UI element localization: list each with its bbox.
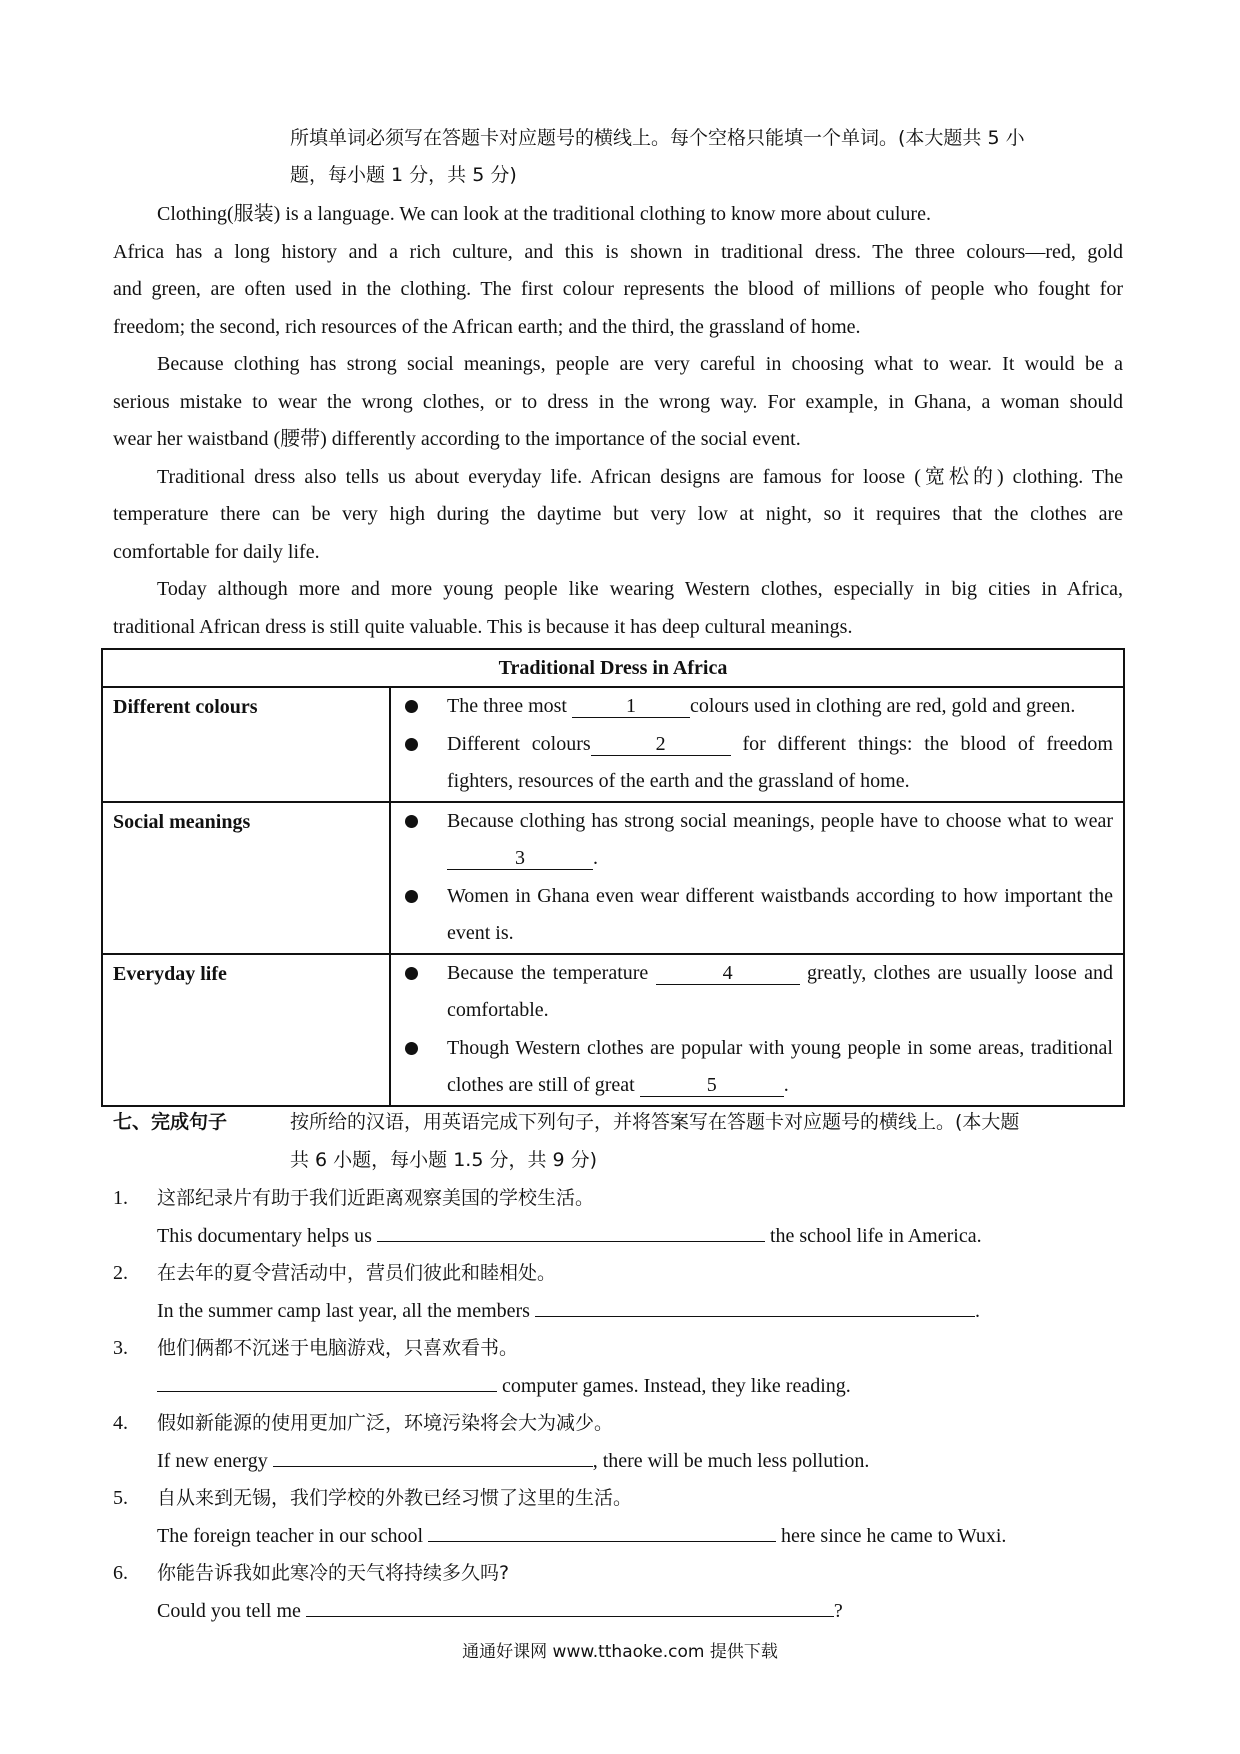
bullet-item <box>391 955 1123 1030</box>
bullet-text: Though Western clothes are popular with young people in some areas, traditional clothes are still of great <box>447 1036 1113 1096</box>
question-text: ? <box>833 1600 843 1622</box>
passage-line: and green, are often used in the clothing. The first colour represents the blood of millions of people who fought for <box>113 278 1123 300</box>
answer-line[interactable] <box>157 1371 497 1392</box>
row-category: Everyday life <box>102 954 390 1106</box>
question-chinese: 在去年的夏令营活动中，营员们彼此和睦相处。 <box>157 1262 557 1284</box>
bullet-text: The three most <box>447 695 572 717</box>
question-chinese: 假如新能源的使用更加广泛，环境污染将会大为减少。 <box>157 1412 614 1434</box>
question-text: Could you tell me <box>157 1600 306 1622</box>
bullet-text: . <box>593 847 598 869</box>
question-english <box>157 1221 982 1250</box>
passage-line: traditional African dress is still quite valuable. This is because it has deep cultural meanings. <box>113 616 853 638</box>
answer-blank-5: 5 <box>640 1074 784 1097</box>
question-text: This documentary helps us <box>157 1225 377 1247</box>
answer-line[interactable] <box>377 1221 765 1242</box>
answer-line[interactable] <box>428 1521 776 1542</box>
question-english <box>157 1446 869 1475</box>
bullet-item: Women in Ghana even wear different waistbands according to how important the event is. <box>391 878 1123 953</box>
bullet-item <box>391 803 1123 878</box>
bullet-text: Because the temperature <box>447 961 656 984</box>
question-number: 4. <box>113 1412 128 1434</box>
passage-line: serious mistake to wear the wrong clothes, or to dress in the wrong way. For example, in Ghana, a woman should <box>113 391 1123 413</box>
instruction-line: 题，每小题 1 分，共 5 分) <box>290 164 517 186</box>
question-text: computer games. Instead, they like reading. <box>497 1375 851 1397</box>
question-number: 6. <box>113 1562 128 1584</box>
question-number: 1. <box>113 1187 128 1209</box>
passage-line: freedom; the second, rich resources of the African earth; and the third, the grassland of home. <box>113 316 861 338</box>
question-chinese: 你能告诉我如此寒冷的天气将持续多久吗? <box>157 1562 510 1584</box>
passage-line: comfortable for daily life. <box>113 541 320 563</box>
answer-blank-1: 1 <box>572 695 690 718</box>
section-heading: 七、完成句子 <box>113 1111 228 1133</box>
question-chinese: 这部纪录片有助于我们近距离观察美国的学校生活。 <box>157 1187 595 1209</box>
page-footer: 通通好课网 www.tthaoke.com 提供下载 <box>462 1642 778 1662</box>
question-text: In the summer camp last year, all the members <box>157 1300 535 1322</box>
bullet-text: greatly, clothes are usually loose and comfortable. <box>447 961 1113 1021</box>
bullet-text: . <box>783 1074 789 1096</box>
question-english <box>157 1296 980 1325</box>
question-text: the school life in America. <box>764 1225 982 1247</box>
passage-line: Traditional dress also tells us about everyday life. African designs are famous for loose (宽松的) clothing. The <box>157 466 1123 488</box>
question-chinese: 他们俩都不沉迷于电脑游戏，只喜欢看书。 <box>157 1337 519 1359</box>
section-instruction: 按所给的汉语，用英语完成下列句子，并将答案写在答题卡对应题号的横线上。(本大题 <box>290 1111 1020 1133</box>
table-row <box>102 954 1124 1106</box>
question-number: 5. <box>113 1487 128 1509</box>
question-english <box>157 1596 843 1625</box>
passage-line: Today although more and more young people like wearing Western clothes, especially in big cities in Africa, <box>157 578 1123 600</box>
question-number: 3. <box>113 1337 128 1359</box>
passage-line: wear her waistband (腰带) differently according to the importance of the social event. <box>113 428 801 450</box>
passage-line: Because clothing has strong social meanings, people are very careful in choosing what to wear. It would be a <box>157 353 1123 375</box>
question-text: , there will be much less pollution. <box>592 1450 870 1472</box>
answer-blank-4: 4 <box>656 962 800 985</box>
table-row <box>102 687 1124 802</box>
bullet-item <box>391 688 1123 726</box>
question-number: 2. <box>113 1262 128 1284</box>
instruction-line: 所填单词必须写在答题卡对应题号的横线上。每个空格只能填一个单词。(本大题共 5 小 <box>290 127 1025 149</box>
question-text: If new energy <box>157 1450 273 1472</box>
traditional-dress-table <box>101 648 1125 1107</box>
row-category: Social meanings <box>102 802 390 954</box>
bullet-text: Different colours <box>447 732 591 755</box>
bullet-item <box>391 1030 1123 1105</box>
row-content <box>390 954 1124 1106</box>
question-chinese: 自从来到无锡，我们学校的外教已经习惯了这里的生活。 <box>157 1487 633 1509</box>
bullet-item <box>391 726 1123 801</box>
answer-blank-2: 2 <box>591 733 731 756</box>
answer-blank-3: 3 <box>447 847 593 870</box>
passage-line: temperature there can be very high during the daytime but very low at night, so it requires that the clothes are <box>113 503 1123 525</box>
answer-line[interactable] <box>535 1296 975 1317</box>
table-title: Traditional Dress in Africa <box>102 649 1124 687</box>
question-english <box>157 1521 1006 1550</box>
section-instruction: 共 6 小题，每小题 1.5 分，共 9 分) <box>290 1149 598 1171</box>
row-content <box>390 687 1124 802</box>
bullet-text: Because clothing has strong social meanings, people have to choose what to wear <box>447 809 1113 832</box>
question-text: . <box>974 1300 980 1322</box>
bullet-text: for different things: the blood of freedom fighters, resources of the earth and the grassland of home. <box>447 732 1113 792</box>
question-english <box>157 1371 851 1400</box>
passage-line: Africa has a long history and a rich culture, and this is shown in traditional dress. The three colours—red, gold <box>113 241 1123 263</box>
answer-line[interactable] <box>306 1596 834 1617</box>
question-text: The foreign teacher in our school <box>157 1525 429 1547</box>
bullet-text: colours used in clothing are red, gold and green. <box>689 695 1076 717</box>
row-category: Different colours <box>102 687 390 802</box>
passage-paragraph: Clothing(服装) is a language. We can look at the traditional clothing to know more about culure. <box>157 203 931 225</box>
question-text: here since he came to Wuxi. <box>776 1525 1007 1547</box>
row-content <box>390 802 1124 954</box>
answer-line[interactable] <box>273 1446 593 1467</box>
table-row <box>102 802 1124 954</box>
